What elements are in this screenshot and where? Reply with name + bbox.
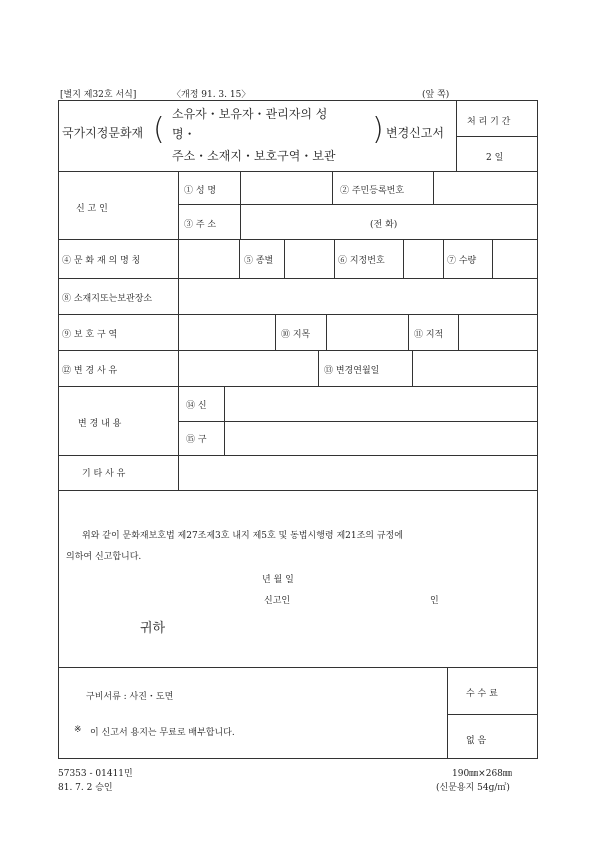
border-bottom (58, 758, 538, 759)
col-line (408, 314, 409, 350)
new-label: ⑭ 신 (186, 401, 207, 411)
col-line (284, 239, 285, 278)
required-documents: 구비서류 : 사진・도면 (86, 692, 174, 702)
row-line (178, 204, 537, 205)
land-category-label: ⑩ 지목 (281, 330, 311, 340)
processing-divider (456, 136, 537, 137)
row-line (58, 455, 537, 456)
seal-label: 인 (430, 596, 439, 606)
reporter-label: 신 고 인 (76, 204, 108, 214)
title-line-1: 소유자・보유자・관리자의 성 (172, 107, 328, 121)
row-line (58, 667, 537, 668)
paper-size: 190㎜×268㎜ (452, 769, 512, 779)
resident-number-label: ② 주민등록번호 (340, 186, 405, 196)
col-line (492, 239, 493, 278)
declaration-line-1: 위와 같이 문화재보호법 제27조제3호 내지 제5호 및 동법시행령 제21조의 규정에 (82, 531, 403, 541)
row-line (58, 278, 537, 279)
form-code: 57353 - 01411민 (58, 769, 133, 779)
col-line (326, 314, 327, 350)
col-line (318, 350, 319, 386)
row-line (178, 421, 537, 422)
old-label: ⑮ 구 (186, 435, 207, 445)
col-line (433, 171, 434, 204)
location-label: ⑧ 소재지또는보관장소 (62, 294, 153, 304)
type-label: ⑤ 종별 (244, 256, 274, 266)
row-line (58, 171, 537, 172)
row-line (58, 490, 537, 491)
fee-value: 없 음 (466, 736, 487, 746)
col-line (275, 314, 276, 350)
row-line (58, 314, 537, 315)
fee-column-line (447, 667, 448, 758)
phone-label: (전 화) (370, 220, 398, 230)
col-line (403, 239, 404, 278)
title-prefix: 국가지정문화재 (62, 126, 144, 140)
change-date-label: ⑬ 변경연월일 (324, 366, 380, 376)
land-area-label: ⑪ 지적 (414, 330, 444, 340)
border-left (58, 100, 59, 758)
declaration-line-2: 의하여 신고합니다. (66, 552, 142, 562)
fee-divider (447, 714, 537, 715)
col-line (239, 239, 240, 278)
border-right (537, 100, 538, 758)
page-side: (앞 쪽) (422, 90, 450, 100)
title-line-2: 명・ (172, 127, 196, 141)
processing-period-value: 2 일 (486, 153, 504, 163)
processing-period-label: 처 리 기 간 (467, 117, 511, 127)
col-line (240, 171, 241, 239)
heritage-name-label: ④ 문 화 재 의 명 칭 (62, 256, 141, 266)
signer-label: 신고인 (264, 596, 291, 606)
fee-label: 수 수 료 (466, 689, 498, 699)
free-distribution-note: 이 신고서 용지는 무료로 배부합니다. (90, 728, 235, 738)
quantity-label: ⑦ 수량 (447, 256, 477, 266)
col-line (443, 239, 444, 278)
designation-number-label: ⑥ 지정번호 (338, 256, 385, 266)
col-line (412, 350, 413, 386)
paper-type: (신문용지 54g/㎡) (436, 783, 510, 793)
approval-date: 81. 7. 2 승인 (58, 783, 113, 793)
revision-date: 〈개정 91. 3. 15〉 (172, 90, 251, 100)
address-label: ③ 주 소 (184, 220, 217, 230)
change-reason-label: ⑫ 변 경 사 유 (62, 366, 118, 376)
change-content-label: 변 경 내 용 (78, 419, 122, 429)
title-open-paren: ( (153, 112, 165, 147)
declaration-date: 년 월 일 (262, 575, 294, 585)
addressee-label: 귀하 (140, 621, 166, 636)
row-line (58, 350, 537, 351)
row-line (58, 239, 537, 240)
col-line (332, 171, 333, 204)
col-line (224, 386, 225, 455)
form-number: [별지 제32호 서식] (60, 90, 137, 100)
note-mark: ※ (74, 725, 82, 735)
name-label: ① 성 명 (184, 186, 217, 196)
title-line-3: 주소・소재지・보호구역・보관 (172, 149, 336, 163)
title-suffix: 변경신고서 (386, 126, 444, 140)
col-line (458, 314, 459, 350)
other-reason-label: 기 타 사 유 (82, 469, 126, 479)
title-close-paren: ) (372, 112, 384, 147)
border-top (58, 100, 538, 101)
col-line (334, 239, 335, 278)
label-column-line (178, 171, 179, 490)
row-line (58, 386, 537, 387)
protection-area-label: ⑨ 보 호 구 역 (62, 330, 118, 340)
